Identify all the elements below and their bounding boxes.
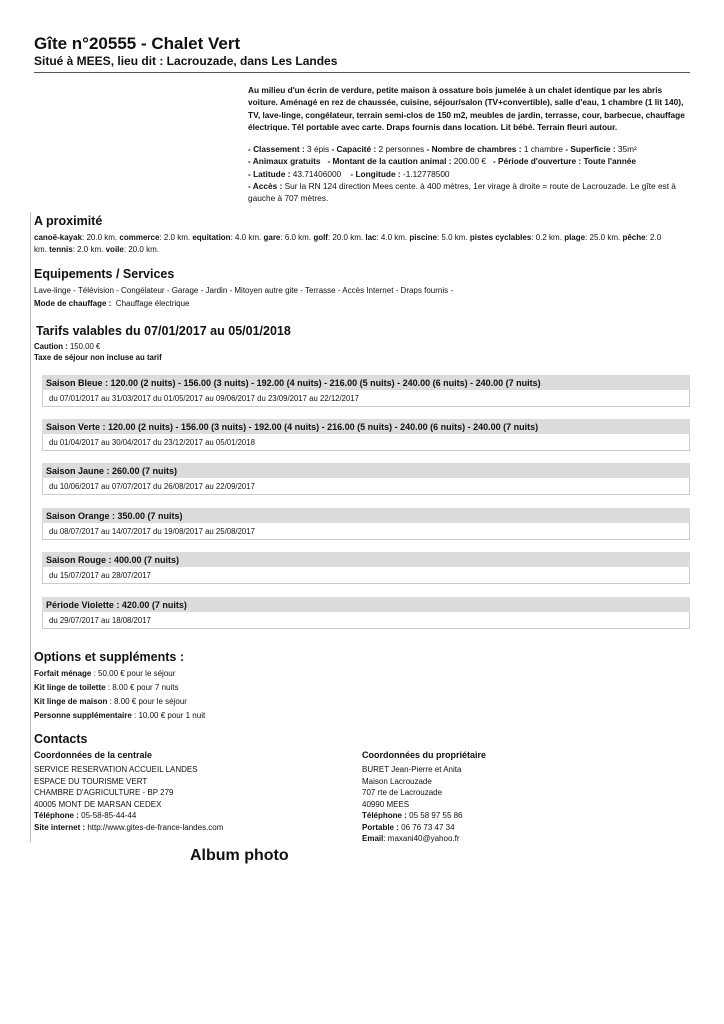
proprietaire-mobile: Portable : 06 76 73 47 34 bbox=[362, 822, 455, 832]
chauffage-line: Mode de chauffage : Chauffage électrique bbox=[34, 299, 190, 308]
proximite-item: pêche: 2.0 km. bbox=[34, 233, 662, 254]
centrale-line3: CHAMBRE D'AGRICULTURE - BP 279 bbox=[34, 788, 174, 797]
season-title: Saison Jaune : 260.00 (7 nuits) bbox=[42, 463, 690, 478]
caution-line: Caution : 150.00 € bbox=[34, 342, 101, 351]
options-title: Options et suppléments : bbox=[34, 650, 185, 664]
proximite-item: voile: 20.0 km. bbox=[105, 244, 159, 254]
acces-line: - Accès : Sur la RN 124 direction Mees cente. à 400 mètres, 1er virage à droite = route de Lacrouzade. Le gîte est à gauche à 707 mètres. bbox=[248, 181, 676, 204]
centrale-title: Coordonnées de la centrale bbox=[34, 750, 153, 760]
option-row: Kit linge de toilette : 8.00 € pour 7 nuits bbox=[34, 683, 179, 692]
proximite-item: commerce: 2.0 km. bbox=[119, 233, 191, 242]
season-dates: du 10/06/2017 au 07/07/2017 du 26/08/2017 au 22/09/2017 bbox=[42, 478, 690, 495]
description-block bbox=[248, 84, 690, 205]
proprietaire-email[interactable]: Email: maxani40@yahoo.fr bbox=[362, 834, 460, 843]
proximite-title: A proximité bbox=[34, 214, 103, 228]
centrale-line2: ESPACE DU TOURISME VERT bbox=[34, 776, 148, 786]
centrale-phone: Téléphone : 05-58-85-44-44 bbox=[34, 811, 137, 820]
option-row: Kit linge de maison : 8.00 € pour le séjour bbox=[34, 697, 187, 706]
season-block bbox=[42, 552, 690, 584]
season-title: Période Violette : 420.00 (7 nuits) bbox=[42, 597, 690, 612]
proprietaire-line4: 40990 MEES bbox=[362, 799, 410, 809]
proximite-item: canoë-kayak: 20.0 km. bbox=[34, 233, 118, 242]
page-title: Gîte n°20555 - Chalet Vert bbox=[34, 34, 241, 53]
centrale-line4: 40005 MONT DE MARSAN CEDEX bbox=[34, 799, 162, 809]
proximite-item: golf: 20.0 km. bbox=[313, 233, 364, 242]
option-row: Personne supplémentaire : 10.00 € pour 1 nuit bbox=[34, 711, 206, 720]
contacts-title: Contacts bbox=[34, 732, 88, 746]
taxe-line: Taxe de séjour non incluse au tarif bbox=[34, 353, 162, 362]
season-title: Saison Verte : 120.00 (2 nuits) - 156.00 (3 nuits) - 192.00 (4 nuits) - 216.00 (5 nuits) - 240.00 (6 nuits) - 240.00 (7 nuits) bbox=[42, 419, 690, 434]
season-dates: du 08/07/2017 au 14/07/2017 du 19/08/2017 au 25/08/2017 bbox=[42, 523, 690, 540]
season-title: Saison Orange : 350.00 (7 nuits) bbox=[42, 508, 690, 523]
proximite-list bbox=[34, 232, 664, 255]
proprietaire-line3: 707 rte de Lacrouzade bbox=[362, 788, 443, 797]
proximite-item: gare: 6.0 km. bbox=[263, 233, 312, 242]
proximite-item: piscine: 5.0 km. bbox=[409, 233, 468, 242]
tarifs-title: Tarifs valables du 07/01/2017 au 05/01/2018 bbox=[36, 324, 291, 338]
page-subtitle: Situé à MEES, lieu dit : Lacrouzade, dans Les Landes bbox=[34, 54, 338, 68]
season-dates: du 15/07/2017 au 28/07/2017 bbox=[42, 567, 690, 584]
coords-line: - Latitude : 43.71406000 - Longitude : -1.12778500 bbox=[248, 168, 450, 179]
proximite-item: equitation: 4.0 km. bbox=[192, 233, 262, 242]
season-title: Saison Rouge : 400.00 (7 nuits) bbox=[42, 552, 690, 567]
equipements-list: Lave-linge - Télévision - Congélateur - Garage - Jardin - Mitoyen autre gite - Terrasse - Accès Internet - Draps fournis - bbox=[34, 286, 453, 295]
classement-line: - Classement : 3 épis - Capacité : 2 personnes - Nombre de chambres : 1 chambre - Superficie : 35m² bbox=[248, 144, 637, 155]
header-divider bbox=[34, 72, 690, 73]
proprietaire-title: Coordonnées du propriétaire bbox=[362, 750, 487, 760]
season-block bbox=[42, 463, 690, 495]
proximite-item: lac: 4.0 km. bbox=[365, 233, 408, 242]
centrale-block bbox=[34, 750, 334, 833]
proximite-item: plage: 25.0 km. bbox=[564, 233, 621, 242]
season-title: Saison Bleue : 120.00 (2 nuits) - 156.00 (3 nuits) - 192.00 (4 nuits) - 216.00 (5 nuits) - 240.00 (6 nuits) - 240.00 (7 nuits) bbox=[42, 375, 690, 390]
proximite-item: pistes cyclables: 0.2 km. bbox=[469, 233, 562, 242]
proximite-item: tennis: 2.0 km. bbox=[49, 244, 104, 254]
animaux-line: - Animaux gratuits - Montant de la caution animal : 200.00 € - Période d'ouverture : Toute l'année bbox=[248, 156, 637, 167]
proprietaire-block bbox=[362, 750, 662, 845]
season-block bbox=[42, 508, 690, 540]
proprietaire-line1: BURET Jean-Pierre et Anita bbox=[362, 765, 462, 774]
equipements-title: Equipements / Services bbox=[34, 267, 175, 281]
left-border bbox=[30, 212, 31, 842]
centrale-line1: SERVICE RESERVATION ACCUEIL LANDES bbox=[34, 765, 198, 774]
proprietaire-line2: Maison Lacrouzade bbox=[362, 776, 432, 786]
season-dates: du 01/04/2017 au 30/04/2017 du 23/12/2017 au 05/01/2018 bbox=[42, 434, 690, 451]
proprietaire-phone: Téléphone : 05 58 97 55 86 bbox=[362, 811, 463, 820]
season-dates: du 29/07/2017 au 18/08/2017 bbox=[42, 612, 690, 629]
season-block bbox=[42, 597, 690, 629]
album-title: Album photo bbox=[190, 847, 289, 864]
centrale-website[interactable]: Site internet : http://www.gites-de-france-landes.com bbox=[34, 822, 224, 832]
season-block bbox=[42, 419, 690, 451]
season-block bbox=[42, 375, 690, 407]
season-dates: du 07/01/2017 au 31/03/2017 du 01/05/2017 au 09/06/2017 du 23/09/2017 au 22/12/2017 bbox=[42, 390, 690, 407]
option-row: Forfait ménage : 50.00 € pour le séjour bbox=[34, 669, 176, 678]
description-text: Au milieu d'un écrin de verdure, petite maison à ossature bois jumelée à un chalet identique par les abris voiture. Aménagé en rez de chaussée, cuisine, séjour/salon (TV+convertible), salle d'eau, 1 chambre (1 lit 140), TV, lave-linge, congélateur, terrain semi-clos de 150 m2, meubles de jardin, terrasse, cour, barbecue, chauffage électrique. Tél portable avec carte. Draps fournis dans location. Lit bébé. Terrain fleuri autour. bbox=[248, 85, 685, 132]
